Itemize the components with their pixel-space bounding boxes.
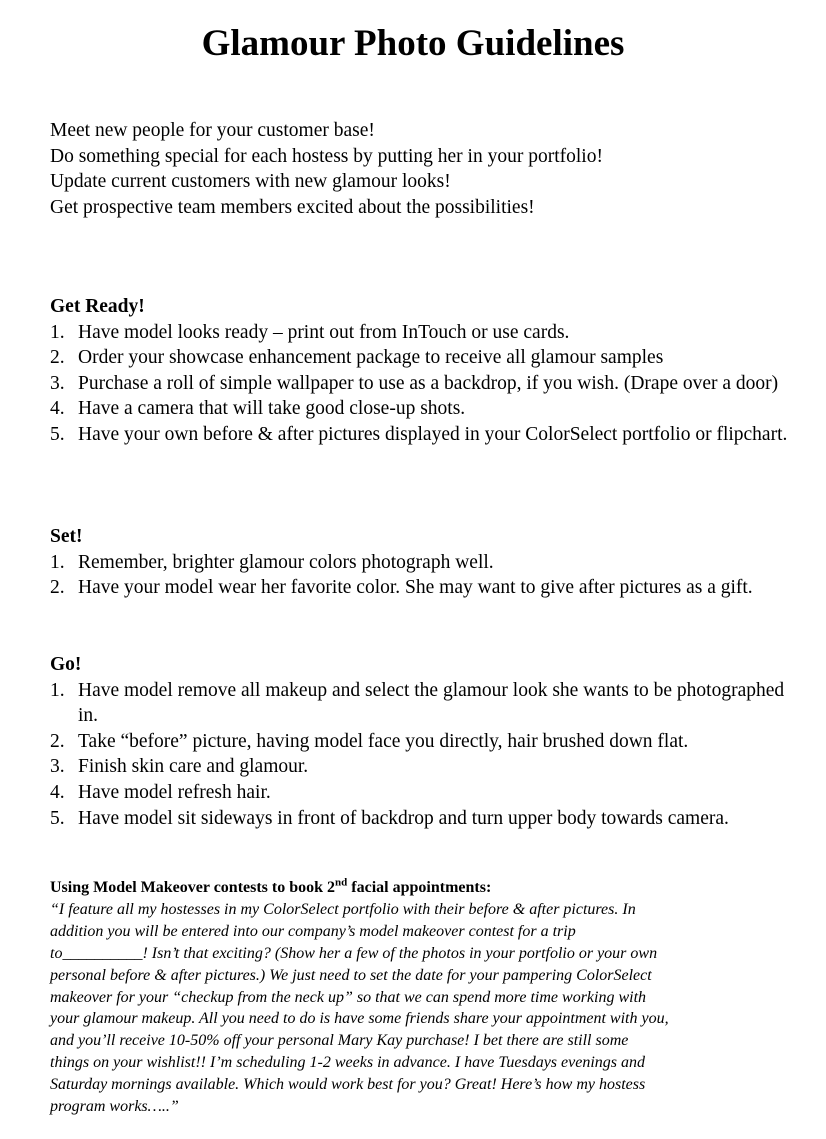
numbered-list [50, 550, 790, 601]
list-item-text: Purchase a roll of simple wallpaper to use as a backdrop, if you wish. (Drape over a door) [78, 372, 779, 394]
section-heading: Set! [50, 526, 83, 547]
list-number: 4. [50, 781, 65, 803]
intro-block [50, 118, 790, 220]
list-number: 1. [50, 551, 65, 573]
contest-heading [50, 877, 795, 899]
list-item-text: Have model sit sideways in front of backdrop and turn upper body towards camera. [78, 807, 729, 829]
list-number: 2. [50, 730, 65, 752]
list-number: 1. [50, 321, 65, 343]
list-number: 2. [50, 347, 65, 369]
intro-line: Do something special for each hostess by putting her in your portfolio! [50, 145, 603, 167]
list-number: 5. [50, 807, 65, 829]
list-item [50, 729, 790, 755]
list-item-text: Have your model wear her favorite color. She may want to give after pictures as a gift. [78, 577, 753, 599]
list-item [50, 754, 790, 780]
intro-line: Get prospective team members excited about the possibilities! [50, 196, 535, 218]
intro-line: Meet new people for your customer base! [50, 120, 375, 141]
quote-line: to__________! Isn’t that exciting? (Show her a few of the photos in your portfolio or your own [50, 944, 658, 962]
quote-line: Saturday mornings available. Which would work best for you? Great! Here’s how my hostess [50, 1076, 646, 1094]
section-get-ready [50, 294, 790, 448]
section-heading: Go! [50, 654, 82, 675]
list-item [50, 575, 790, 601]
list-number: 4. [50, 398, 65, 420]
contest-heading-text: Using Model Makeover contests to book 2 [50, 879, 336, 896]
list-item [50, 422, 790, 448]
page-title: Glamour Photo Guidelines [201, 23, 625, 64]
list-item [50, 780, 790, 806]
quote-line: addition you will be entered into our company’s model makeover contest for a trip [50, 922, 576, 940]
list-item-text: Take “before” picture, having model face you directly, hair brushed down flat. [78, 730, 689, 752]
list-item [50, 320, 790, 346]
list-number: 5. [50, 423, 65, 445]
list-item-text: Have model refresh hair. [78, 781, 271, 803]
list-item-text: Remember, brighter glamour colors photograph well. [78, 551, 494, 573]
contest-script-quote [50, 899, 795, 1118]
section-heading: Get Ready! [50, 296, 145, 317]
list-number: 3. [50, 756, 65, 778]
list-item [50, 371, 790, 397]
list-item [50, 550, 790, 576]
section-go [50, 652, 790, 831]
list-item-text: Have a camera that will take good close-up shots. [78, 398, 466, 420]
intro-line: Update current customers with new glamour looks! [50, 171, 451, 192]
list-number: 3. [50, 372, 65, 394]
contest-heading-text: facial appointments: [347, 879, 492, 896]
section-set [50, 524, 790, 601]
quote-line: personal before & after pictures.) We just need to set the date for your pampering ColorSelect [50, 966, 652, 984]
list-item-text: Order your showcase enhancement package to receive all glamour samples [78, 347, 664, 369]
quote-line: your glamour makeup. All you need to do is have some friends share your appointment with you, [50, 1010, 669, 1028]
ordinal-superscript: nd [335, 876, 348, 889]
quote-line: makeover for your “checkup from the neck up” so that we can spend more time working with [50, 988, 647, 1006]
quote-line: “I feature all my hostesses in my ColorSelect portfolio with their before & after pictures. In [50, 900, 636, 918]
list-item [50, 678, 790, 729]
list-item-text: Have your own before & after pictures displayed in your ColorSelect portfolio or flipchart. [78, 423, 788, 445]
quote-line: program works…..” [50, 1098, 179, 1116]
list-item-text: Have model remove all makeup and select the glamour look she wants to be photographed in. [78, 679, 785, 727]
list-item [50, 345, 790, 371]
contest-block [50, 877, 795, 1118]
list-number: 2. [50, 577, 65, 599]
list-item-text: Finish skin care and glamour. [78, 756, 309, 778]
quote-line: things on your wishlist!! I’m scheduling 1-2 weeks in advance. I have Tuesdays evenings and [50, 1054, 645, 1072]
quote-line: and you’ll receive 10-50% off your personal Mary Kay purchase! I bet there are still some [50, 1032, 629, 1050]
list-item [50, 396, 790, 422]
list-number: 1. [50, 679, 65, 701]
numbered-list [50, 320, 790, 448]
list-item [50, 806, 790, 832]
numbered-list [50, 678, 790, 832]
list-item-text: Have model looks ready – print out from InTouch or use cards. [78, 321, 570, 343]
